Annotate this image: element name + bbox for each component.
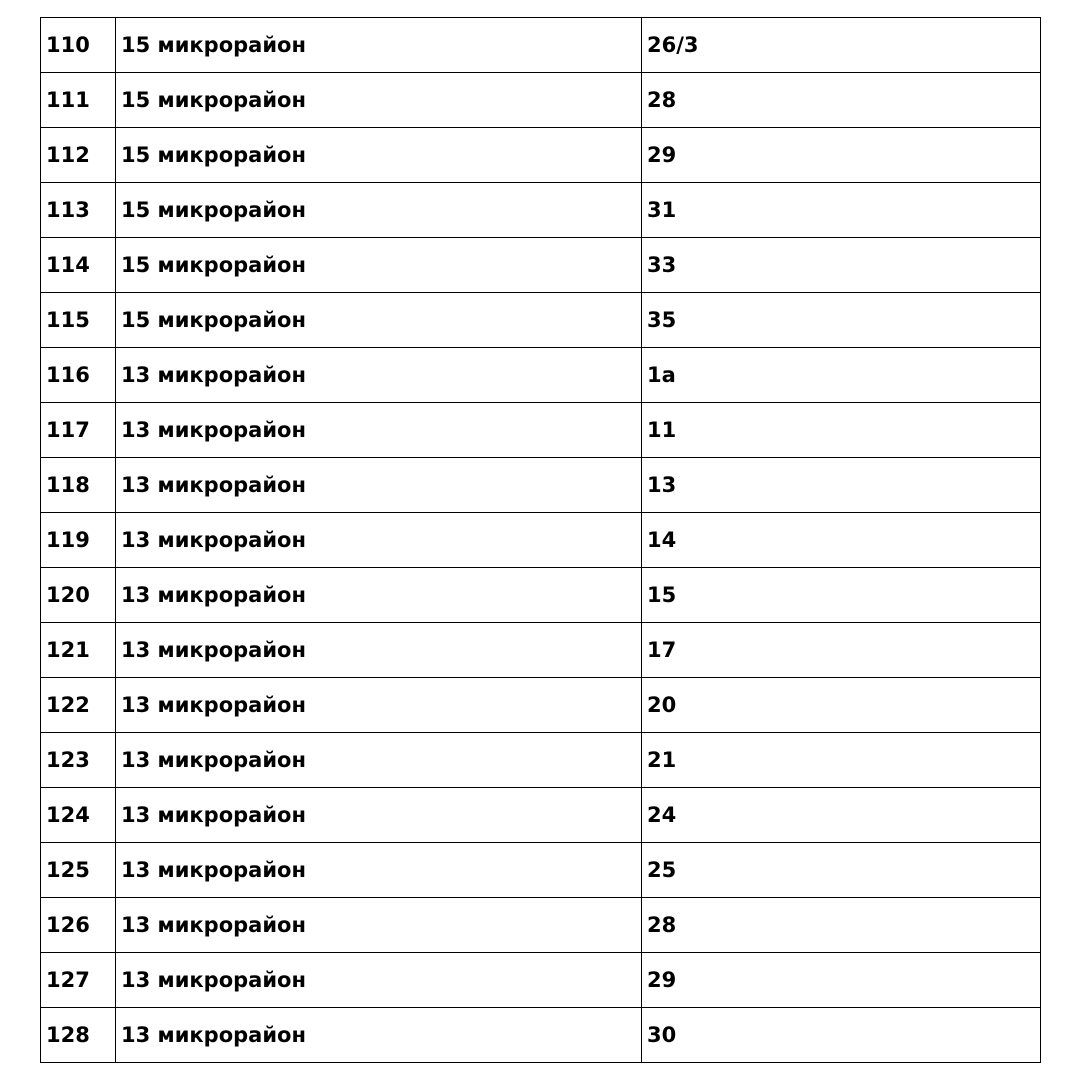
table-row [41,458,1041,513]
district-cell: 13 микрорайон [116,788,642,843]
row-number-cell: 114 [41,238,116,293]
table-row [41,788,1041,843]
district-cell: 15 микрорайон [116,73,642,128]
district-cell: 13 микрорайон [116,953,642,1008]
district-cell: 13 микрорайон [116,513,642,568]
district-cell: 15 микрорайон [116,18,642,73]
row-number-cell: 116 [41,348,116,403]
table-row [41,953,1041,1008]
district-cell: 13 микрорайон [116,678,642,733]
district-cell: 13 микрорайон [116,348,642,403]
district-cell: 15 микрорайон [116,183,642,238]
district-cell: 13 микрорайон [116,843,642,898]
table-row [41,733,1041,788]
row-number-cell: 118 [41,458,116,513]
house-number-cell: 31 [642,183,1041,238]
row-number-cell: 122 [41,678,116,733]
table-row [41,843,1041,898]
house-number-cell: 14 [642,513,1041,568]
house-number-cell: 17 [642,623,1041,678]
house-number-cell: 33 [642,238,1041,293]
row-number-cell: 123 [41,733,116,788]
house-number-cell: 15 [642,568,1041,623]
table-row [41,403,1041,458]
district-cell: 13 микрорайон [116,898,642,953]
row-number-cell: 120 [41,568,116,623]
table-row [41,1008,1041,1063]
row-number-cell: 111 [41,73,116,128]
house-number-cell: 13 [642,458,1041,513]
house-number-cell: 11 [642,403,1041,458]
table-row [41,348,1041,403]
row-number-cell: 119 [41,513,116,568]
district-cell: 13 микрорайон [116,568,642,623]
house-number-cell: 25 [642,843,1041,898]
table-row [41,238,1041,293]
district-cell: 13 микрорайон [116,403,642,458]
district-cell: 13 микрорайон [116,733,642,788]
row-number-cell: 127 [41,953,116,1008]
house-number-cell: 21 [642,733,1041,788]
row-number-cell: 124 [41,788,116,843]
table-row [41,18,1041,73]
house-number-cell: 26/3 [642,18,1041,73]
house-number-cell: 28 [642,898,1041,953]
house-number-cell: 20 [642,678,1041,733]
district-cell: 13 микрорайон [116,458,642,513]
row-number-cell: 110 [41,18,116,73]
district-cell: 15 микрорайон [116,128,642,183]
house-number-cell: 1а [642,348,1041,403]
address-table [40,17,1041,1063]
row-number-cell: 125 [41,843,116,898]
table-row [41,73,1041,128]
row-number-cell: 115 [41,293,116,348]
row-number-cell: 112 [41,128,116,183]
table-row [41,898,1041,953]
house-number-cell: 35 [642,293,1041,348]
district-cell: 15 микрорайон [116,238,642,293]
table-row [41,183,1041,238]
house-number-cell: 29 [642,953,1041,1008]
table-row [41,678,1041,733]
table-row [41,128,1041,183]
house-number-cell: 24 [642,788,1041,843]
row-number-cell: 121 [41,623,116,678]
table-body [41,18,1041,1063]
district-cell: 13 микрорайон [116,1008,642,1063]
row-number-cell: 128 [41,1008,116,1063]
district-cell: 13 микрорайон [116,623,642,678]
district-cell: 15 микрорайон [116,293,642,348]
row-number-cell: 113 [41,183,116,238]
house-number-cell: 29 [642,128,1041,183]
row-number-cell: 117 [41,403,116,458]
table-row [41,568,1041,623]
table-row [41,623,1041,678]
row-number-cell: 126 [41,898,116,953]
house-number-cell: 28 [642,73,1041,128]
house-number-cell: 30 [642,1008,1041,1063]
table-row [41,293,1041,348]
table-row [41,513,1041,568]
